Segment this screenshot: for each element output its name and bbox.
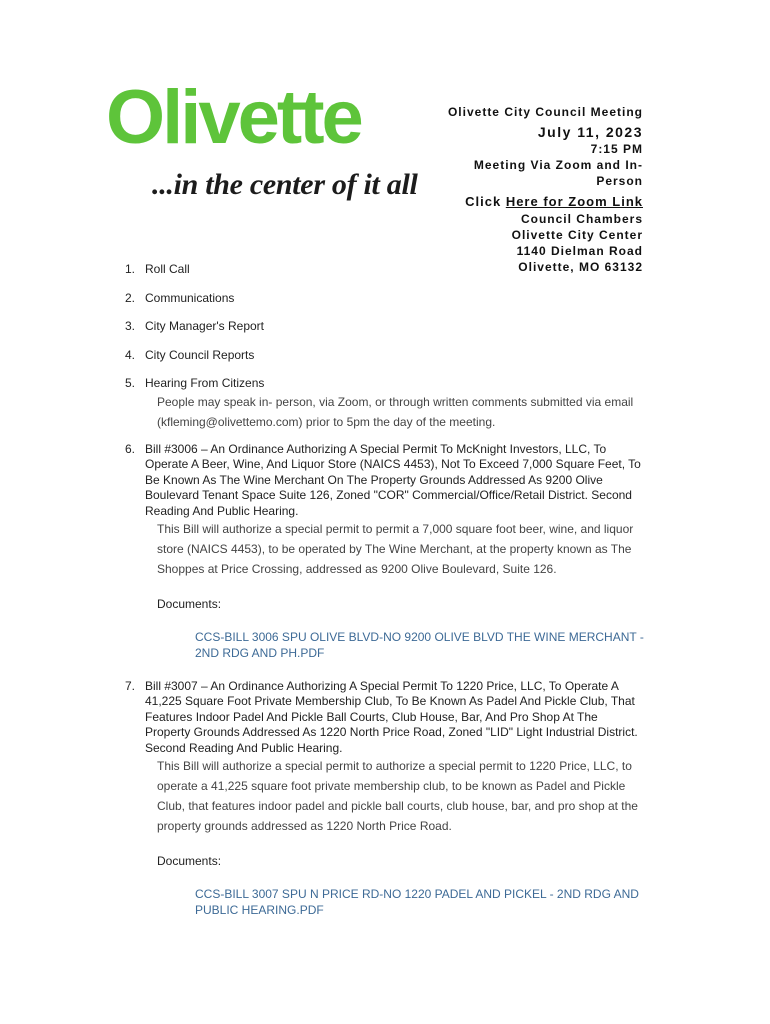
- agenda-item-3: [125, 319, 645, 335]
- olivette-logo: [106, 75, 436, 206]
- meeting-mode-line2: Person: [596, 174, 643, 188]
- item-title: Bill #3007 – An Ordinance Authorizing A Special Permit To 1220 Price, LLC, To Operate A 41,225 Square Foot Private Membership Club, To Be Known As Padel And Pickle Club, That Features Indoor Padel And Pickle Ball Courts, Club House, Bar, And Pro Shop At The Property Grounds Addressed As 1220 North Price Road, Zoned "LID" Light Industrial District. Second Reading And Public Hearing.: [145, 678, 638, 755]
- item-description: People may speak in- person, via Zoom, or through written comments submitted via email (kfleming@olivettemo.com) prior to 5pm the day of the meeting.: [157, 394, 634, 429]
- meeting-header: [433, 104, 643, 275]
- agenda-item-1: [125, 262, 645, 278]
- location-line1: Council Chambers: [520, 212, 643, 226]
- agenda-item-4: [125, 348, 645, 364]
- item-number: 2.: [125, 290, 136, 305]
- meeting-date: July 11, 2023: [537, 124, 643, 140]
- zoom-prefix: Click: [465, 194, 506, 209]
- agenda-item-6: [125, 442, 645, 661]
- meeting-time: 7:15 PM: [590, 142, 643, 156]
- item-number: 3.: [125, 319, 136, 333]
- agenda-item-5: [125, 376, 645, 432]
- location-line3: 1140 Dielman Road: [516, 244, 643, 258]
- item-number: 7.: [125, 678, 136, 693]
- agenda-item-7: [125, 679, 645, 918]
- agenda-item-2: [125, 291, 645, 307]
- zoom-link[interactable]: Here for Zoom Link: [505, 194, 643, 209]
- logo-wordmark: Olivette: [106, 75, 361, 160]
- item-number: 1.: [125, 262, 136, 276]
- meeting-title: Olivette City Council Meeting: [447, 105, 643, 119]
- item-title: Communications: [145, 290, 235, 305]
- item-description: This Bill will authorize a special permit to authorize a special permit to 1220 Price, LLC, to operate a 41,225 square foot private membership club, to be known as Padel and Pickle Club, that features indoor padel and pickle ball courts, club house, bar, and pro shop at the property grounds addressed as 1220 North Price Road.: [157, 759, 638, 833]
- agenda-list: [125, 262, 645, 918]
- item-number: 4.: [125, 347, 136, 362]
- item-title: Bill #3006 – An Ordinance Authorizing A Special Permit To McKnight Investors, LLC, To Operate A Beer, Wine, And Liquor Store (NAICS 4453), Not To Exceed 7,000 Square Feet, To Be Known As The Wine Merchant On The Property Grounds Addressed As 9200 Olive Boulevard Tenant Space Suite 126, Zoned "COR" Commercial/Office/Retail District. Second Reading And Public Hearing.: [145, 441, 641, 518]
- item-title: City Council Reports: [145, 347, 255, 362]
- meeting-mode-line1: Meeting Via Zoom and In-: [473, 158, 643, 172]
- item-title: Roll Call: [145, 262, 190, 276]
- location-line4: Olivette, MO 63132: [518, 260, 643, 274]
- item-title: City Manager's Report: [145, 319, 265, 333]
- documents-label: Documents:: [157, 597, 222, 611]
- document-link[interactable]: CCS-BILL 3006 SPU OLIVE BLVD-NO 9200 OLIVE BLVD THE WINE MERCHANT - 2ND RDG AND PH.PDF: [195, 629, 644, 660]
- item-title: Hearing From Citizens: [145, 376, 265, 390]
- item-number: 6.: [125, 441, 136, 456]
- item-number: 5.: [125, 376, 136, 390]
- item-description: This Bill will authorize a special permit to permit a 7,000 square foot beer, wine, and liquor store (NAICS 4453), to be operated by The Wine Merchant, at the property known as The Shoppes at Price Crossing, addressed as 9200 Olive Boulevard, Suite 126.: [157, 522, 634, 576]
- zoom-link-row: [433, 193, 643, 211]
- documents-label: Documents:: [157, 854, 222, 868]
- location-line2: Olivette City Center: [511, 228, 643, 242]
- logo-tagline: ...in the center of it all: [152, 168, 418, 201]
- document-link[interactable]: CCS-BILL 3007 SPU N PRICE RD-NO 1220 PADEL AND PICKEL - 2ND RDG AND PUBLIC HEARING.PDF: [195, 886, 639, 917]
